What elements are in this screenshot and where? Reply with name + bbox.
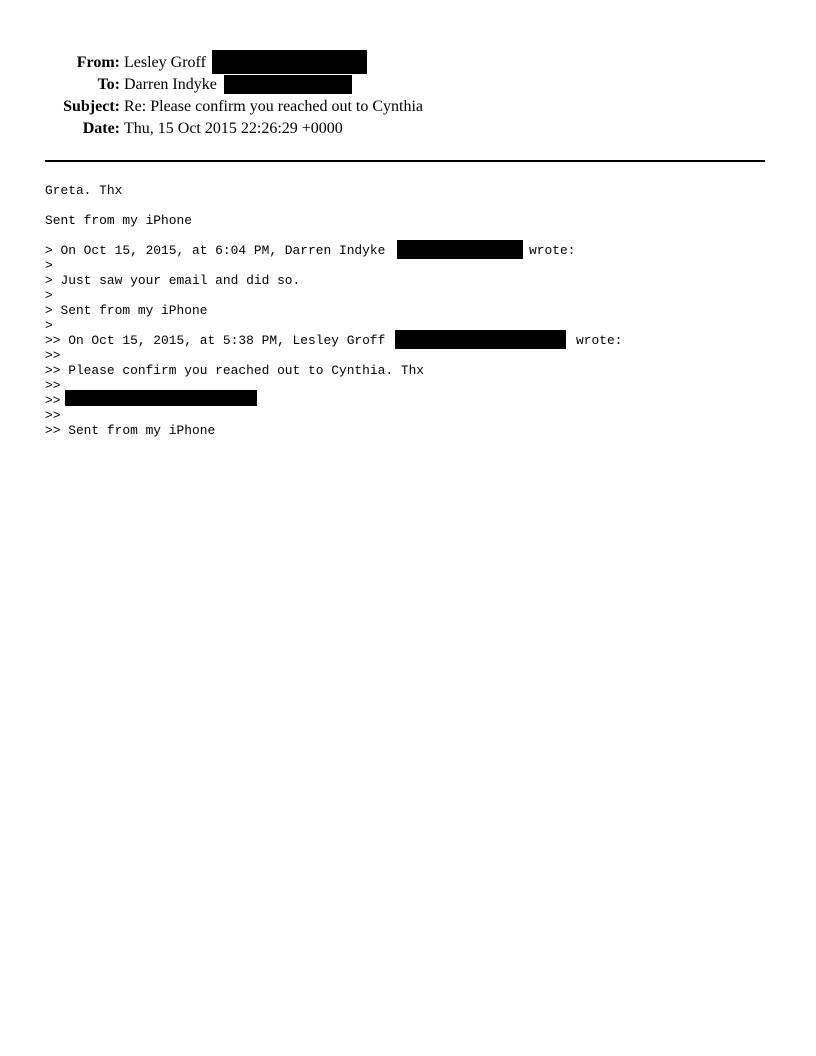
body-line: >	[45, 318, 53, 333]
body-line: >>	[45, 408, 61, 423]
from-row	[0, 52, 816, 74]
body-line: > Sent from my iPhone	[45, 303, 208, 318]
body-line: > Just saw your email and did so.	[45, 273, 301, 288]
nested-quote-wrote-label: wrote:	[576, 333, 623, 348]
from-value: Lesley Groff	[124, 54, 206, 71]
to-label: To:	[97, 76, 120, 93]
subject-label: Subject:	[63, 98, 120, 115]
date-label: Date:	[82, 120, 120, 137]
body-line: >	[45, 258, 53, 273]
to-row	[0, 74, 816, 96]
body-line: >> Sent from my iPhone	[45, 423, 216, 438]
body-line: >	[45, 288, 53, 303]
date-row	[0, 118, 816, 140]
to-email-redaction	[224, 75, 352, 94]
nested-quoted-email-redaction	[395, 330, 566, 349]
body-line: Sent from my iPhone	[45, 213, 192, 228]
quote-wrote-label: wrote:	[529, 243, 576, 258]
to-value: Darren Indyke	[124, 76, 217, 93]
quoted-email-redaction	[397, 240, 523, 259]
body-line: >>	[45, 378, 61, 393]
from-label: From:	[76, 54, 120, 71]
nested-quote-header-line: >> On Oct 15, 2015, at 5:38 PM, Lesley Groff	[45, 333, 386, 348]
quote-header-line: > On Oct 15, 2015, at 6:04 PM, Darren Indyke	[45, 243, 386, 258]
body-line: >>	[45, 348, 61, 363]
body-line: >>	[45, 393, 61, 408]
signature-redaction	[65, 390, 257, 406]
date-value: Thu, 15 Oct 2015 22:26:29 +0000	[124, 120, 343, 137]
body-line: >> Please confirm you reached out to Cynthia. Thx	[45, 363, 425, 378]
from-email-redaction	[212, 50, 367, 74]
subject-value: Re: Please confirm you reached out to Cynthia	[124, 98, 424, 115]
subject-row	[0, 96, 816, 118]
body-line: Greta. Thx	[45, 183, 123, 198]
header-divider	[45, 160, 765, 162]
